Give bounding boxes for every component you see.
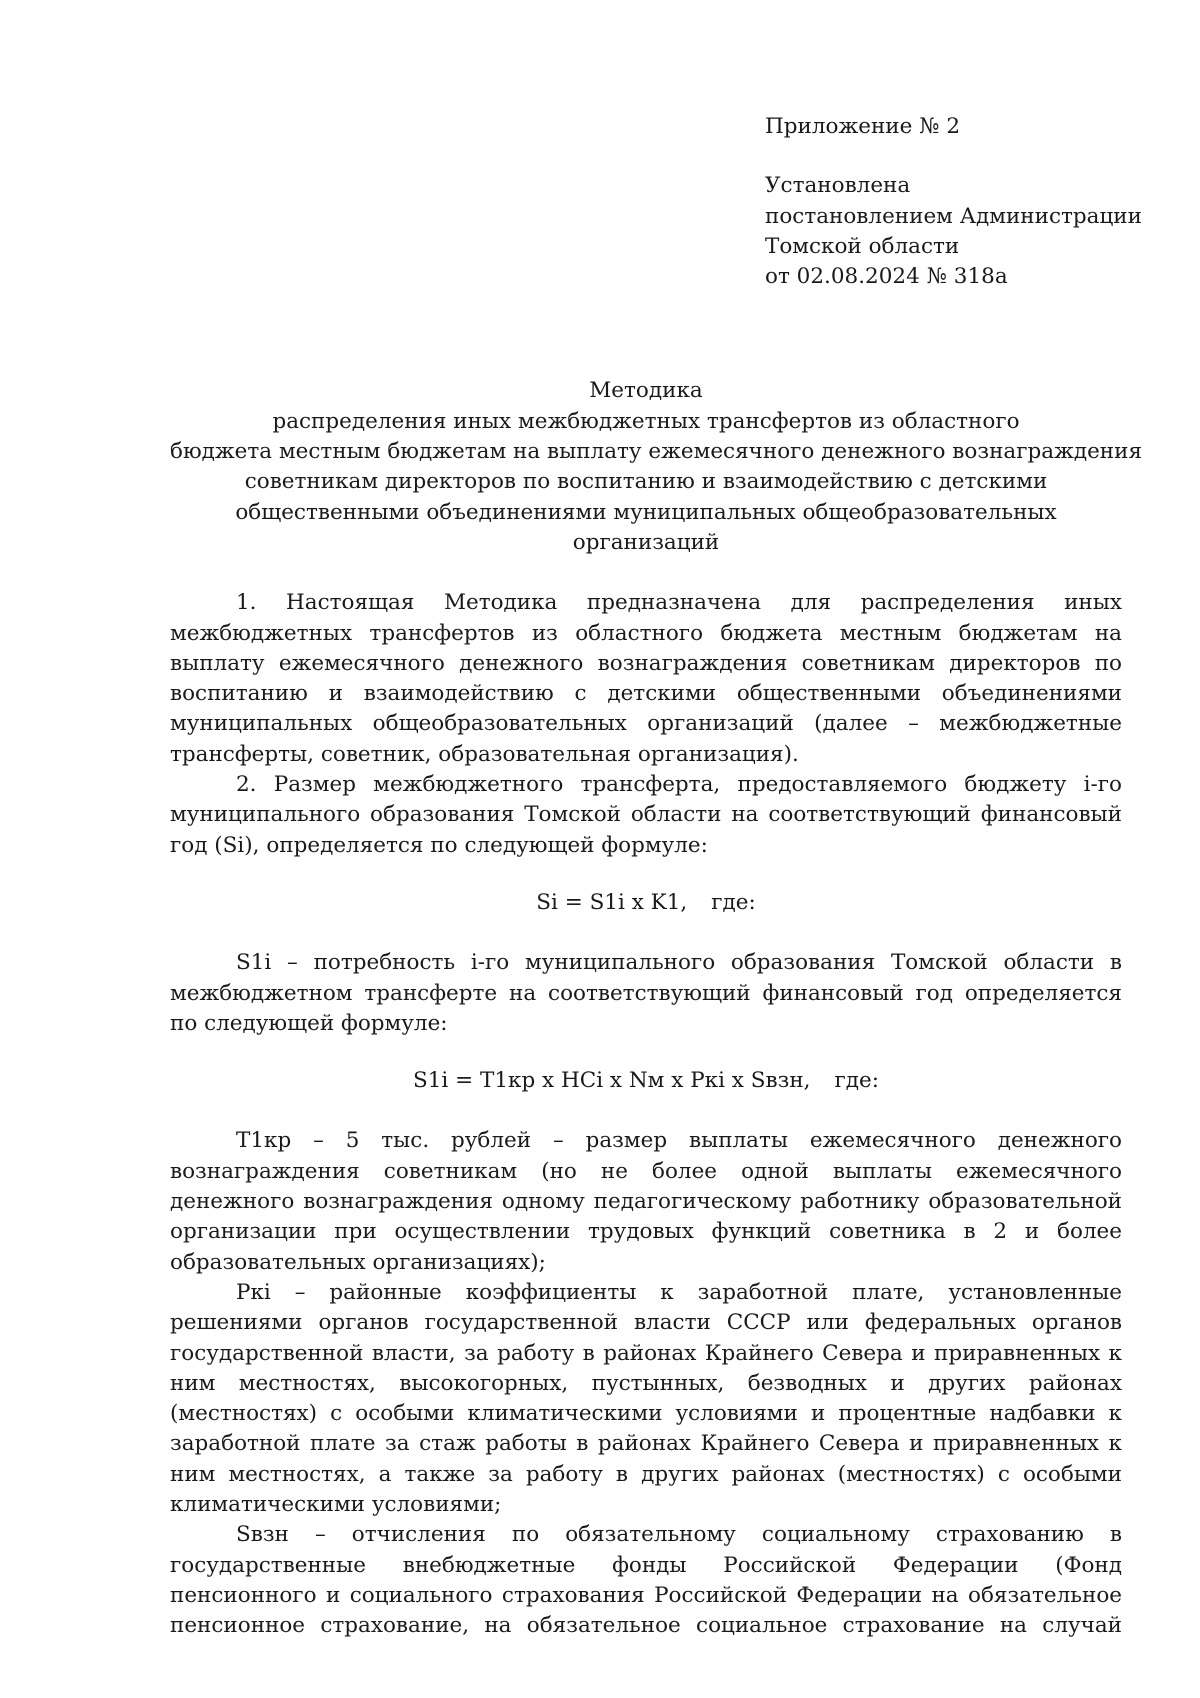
spacer — [765, 142, 1125, 171]
title-line: организаций — [572, 529, 720, 555]
title-line: бюджета местным бюджетам на выплату ежемесячного денежного вознаграждения — [170, 439, 1143, 465]
formula-si-expression: Si = S1i x K1, — [536, 889, 688, 915]
title-line: советникам директоров по воспитанию и взаимодействию с детскими — [244, 469, 1048, 495]
document-title — [170, 376, 1143, 558]
paragraph-2: 2. Размер межбюджетного трансферта, предоставляемого бюджету i-го муниципального образования Томской области на соответствующий финансовый год (Si), определяется по следующей формуле: — [170, 772, 1122, 858]
paragraph-t1kr: Т1кр – 5 тыс. рублей – размер выплаты ежемесячного денежного вознаграждения советникам (но не более одной выплаты ежемесячного денежного вознаграждения одному педагогическому работнику образовательной организации при осуществлении трудовых функций советника в 2 и более образовательных организациях); — [170, 1128, 1122, 1275]
formula-si-where: где: — [711, 889, 756, 915]
document-body — [170, 588, 1122, 1641]
paragraph-3: S1i – потребность i-го муниципального образования Томской области в межбюджетном трансферте на соответствующий финансовый год определяется по следующей формуле: — [170, 950, 1122, 1036]
title-line: общественными объединениями муниципальных общеобразовательных — [235, 499, 1057, 525]
approval-line: Установлена — [765, 173, 911, 199]
title-heading: Методика — [589, 378, 703, 404]
approval-stamp-block — [765, 112, 1142, 292]
paragraph-1: 1. Настоящая Методика предназначена для распределения иных межбюджетных трансфертов из областного бюджета местным бюджетам на выплату ежемесячного денежного вознаграждения советникам директоров по воспитанию и взаимодействию с детскими общественными объединениями муниципальных общеобразовательных организаций (далее – межбюджетные трансферты, советник, образовательная организация). — [170, 590, 1122, 767]
approval-line: Томской области — [765, 233, 960, 259]
formula-s1i-expression: S1i = T1кр x НCi x Nм x Ркi x Sвзн, — [413, 1068, 811, 1094]
formula-s1i — [170, 1066, 1122, 1096]
title-line: распределения иных межбюджетных трансфертов из областного — [272, 408, 1020, 434]
approval-date-number: от 02.08.2024 № 318а — [765, 264, 1008, 290]
approval-line: постановлением Администрации — [765, 203, 1142, 229]
paragraph-rki: Ркi – районные коэффициенты к заработной плате, установленные решениями органов государственной власти СССР или федеральных органов государственной власти, за работу в районах Крайнего Севера и приравненных к ним местностях, высокогорных, пустынных, безводных и других районах (местностях) с особыми климатическими условиями и процентные надбавки к заработной плате за стаж работы в районах Крайнего Севера и приравненных к ним местностях, а также за работу в других районах (местностях) с особыми климатическими условиями; — [170, 1279, 1122, 1517]
paragraph-svzn: Sвзн – отчисления по обязательному социальному страхованию в государственные внебюджетные фонды Российской Федерации (Фонд пенсионного и социального страхования Российской Федерации на обязательное пенсионное страхование, на обязательное социальное страхование на случай — [170, 1522, 1122, 1639]
appendix-label: Приложение № 2 — [765, 114, 961, 139]
formula-si — [170, 888, 1122, 918]
formula-s1i-where: где: — [834, 1068, 879, 1094]
